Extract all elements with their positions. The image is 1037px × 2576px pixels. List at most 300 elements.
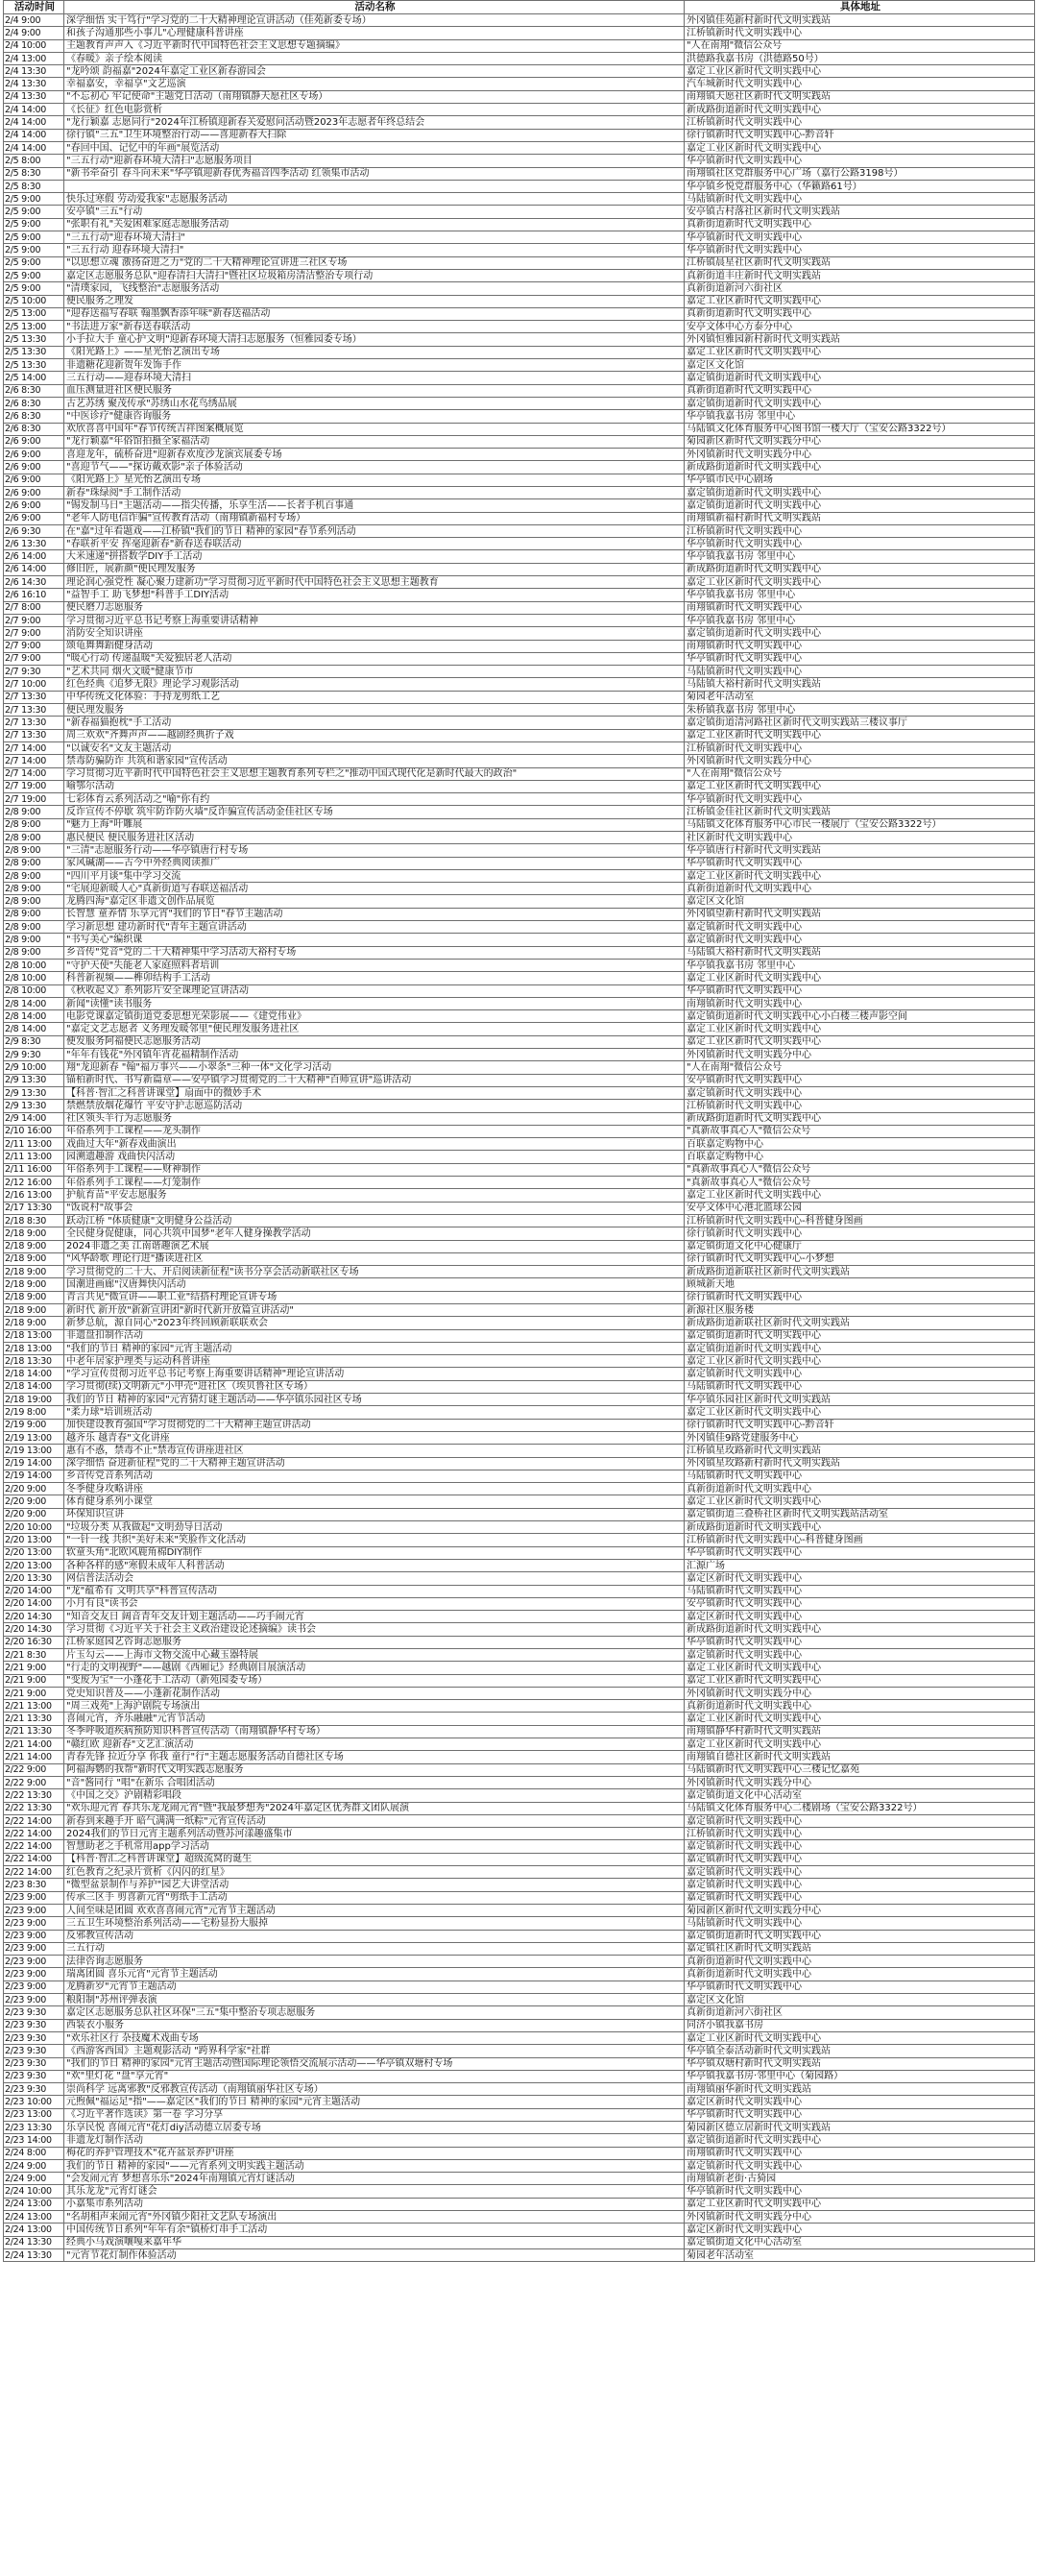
cell-activity-name: 【科普·智汇之科普讲课堂】扇面中的微妙手术	[64, 1086, 685, 1099]
cell-time: 2/8 9:00	[4, 921, 64, 934]
cell-time: 2/8 9:00	[4, 934, 64, 946]
table-row	[4, 499, 1035, 512]
cell-activity-name: "欢乐迎元宵 春共乐龙龙闹元宵"暨"我最梦想秀"2024年嘉定区优秀群文团队展演	[64, 1802, 685, 1814]
table-row	[4, 1942, 1035, 1955]
cell-time: 2/18 9:00	[4, 1291, 64, 1303]
cell-address: 南翔镇新时代文明实践中心	[685, 601, 1035, 614]
cell-time: 2/6 9:00	[4, 435, 64, 448]
table-row	[4, 321, 1035, 333]
cell-activity-name: 理论润心强党性 凝心聚力建新功"学习贯彻习近平新时代中国特色社会主义思想主题教育	[64, 576, 685, 589]
cell-address: 南翔镇社区党群服务中心广场（嘉行公路3198号）	[685, 167, 1035, 180]
cell-activity-name: 年俗系列手工课程——龙头制作	[64, 1125, 685, 1137]
cell-time: 2/6 9:30	[4, 524, 64, 537]
cell-time: 2/6 9:00	[4, 449, 64, 461]
cell-time: 2/22 13:30	[4, 1789, 64, 1802]
cell-activity-name: 新时代 新开放"新新宣讲团"新时代新开放篇宣讲活动"	[64, 1303, 685, 1316]
cell-address: 真新街道新时代文明实践中心	[685, 883, 1035, 895]
table-row	[4, 461, 1035, 474]
cell-time: 2/19 9:00	[4, 1419, 64, 1431]
cell-time: 2/7 14:00	[4, 755, 64, 767]
cell-address: 嘉定工业区新时代文明实践中心	[685, 65, 1035, 78]
cell-time: 2/8 10:00	[4, 984, 64, 997]
cell-activity-name: 中国传统节日系列"年年有余"镇桥灯串手工活动	[64, 2224, 685, 2236]
table-row	[4, 307, 1035, 320]
cell-address: 徐行镇新时代文明实践中心-黔音轩	[685, 129, 1035, 141]
cell-activity-name: 冬季呼吸道疾病预防知识科普宣传活动（南翔镇静华村专场）	[64, 1725, 685, 1738]
cell-address: 马陆镇新时代文明实践中心	[685, 1470, 1035, 1482]
cell-address: "真新故事真心人"微信公众号	[685, 1177, 1035, 1189]
cell-address: 嘉定镇新时代文明实践中心	[685, 921, 1035, 934]
cell-address: 顾城新天地	[685, 1278, 1035, 1291]
table-row	[4, 486, 1035, 498]
cell-activity-name: 人间至味是团圆 欢欢喜喜闹元宵"元宵节主题活动	[64, 1904, 685, 1916]
cell-address: 安亭文体中心港北篮球公园	[685, 1202, 1035, 1214]
cell-address: 华亭镇我嘉书房 邻里中心	[685, 550, 1035, 563]
cell-time: 2/7 13:30	[4, 729, 64, 741]
cell-time: 2/20 9:00	[4, 1508, 64, 1520]
cell-address: 马陆镇文化体育服务中心图书馆一楼大厅（宝安公路3322号）	[685, 423, 1035, 435]
table-row	[4, 576, 1035, 589]
cell-time: 2/5 13:30	[4, 333, 64, 346]
cell-time: 2/4 14:00	[4, 141, 64, 154]
cell-time: 2/18 9:00	[4, 1278, 64, 1291]
cell-address: 嘉定区文化馆	[685, 359, 1035, 372]
cell-time: 2/18 8:30	[4, 1214, 64, 1227]
table-row	[4, 1649, 1035, 1662]
cell-time: 2/7 9:00	[4, 614, 64, 626]
cell-address: 嘉定区新时代文明实践中心	[685, 2224, 1035, 2236]
cell-time: 2/22 13:30	[4, 1802, 64, 1814]
cell-time: 2/22 14:00	[4, 1853, 64, 1865]
table-row	[4, 1380, 1035, 1393]
cell-time: 2/23 13:30	[4, 2121, 64, 2133]
cell-address: 嘉定镇街道新时代文明实践中心	[685, 372, 1035, 384]
cell-activity-name: 护航育苗"平安志愿服务	[64, 1189, 685, 1202]
cell-activity-name: 家风碱湖——古今中外经典阅读推广	[64, 857, 685, 869]
table-row	[4, 2121, 1035, 2133]
cell-address: 嘉定镇社区新时代文明实践站	[685, 1942, 1035, 1955]
cell-activity-name: "音"酱同行 "唱"在新乐 合唱团活动	[64, 1776, 685, 1788]
table-row	[4, 972, 1035, 984]
cell-address: "人在南翔"微信公众号	[685, 1061, 1035, 1074]
cell-time: 2/9 10:00	[4, 1061, 64, 1074]
cell-address: 嘉定区新时代文明实践中心	[685, 2096, 1035, 2108]
cell-activity-name: 欢欣喜喜中国年"春节传统吉祥图案概展览	[64, 423, 685, 435]
cell-address: 马陆镇新时代文明实践中心三楼记忆嘉苑	[685, 1763, 1035, 1776]
cell-activity-name: "知音交友日 阔音青年交友计划主题活动——巧手闹元宵	[64, 1611, 685, 1623]
cell-time: 2/23 14:00	[4, 2134, 64, 2147]
table-row	[4, 1853, 1035, 1865]
table-row	[4, 1623, 1035, 1636]
table-row	[4, 474, 1035, 486]
table-row	[4, 1112, 1035, 1125]
cell-time: 2/21 9:00	[4, 1662, 64, 1674]
cell-time: 2/23 9:00	[4, 1917, 64, 1930]
cell-activity-name: 环保知识宣讲	[64, 1508, 685, 1520]
cell-time: 2/7 9:30	[4, 666, 64, 678]
table-row	[4, 934, 1035, 946]
cell-activity-name: "新春福猫抱枕"手工活动	[64, 717, 685, 729]
cell-activity-name: 便民磨刀志愿服务	[64, 601, 685, 614]
cell-time: 2/7 13:30	[4, 704, 64, 717]
cell-time: 2/20 16:30	[4, 1636, 64, 1648]
cell-time: 2/5 9:00	[4, 269, 64, 281]
cell-address: 嘉定镇街道新时代文明实践中心	[685, 486, 1035, 498]
cell-time: 2/8 14:00	[4, 997, 64, 1009]
cell-activity-name: 乐享民悦 喜闹元宵"花灯diy活动德立居委专场	[64, 2121, 685, 2133]
cell-time: 2/6 9:00	[4, 499, 64, 512]
table-row	[4, 14, 1035, 27]
cell-time: 2/19 14:00	[4, 1470, 64, 1482]
cell-activity-name: 江桥家庭园艺咨询志愿服务	[64, 1636, 685, 1648]
cell-time: 2/18 14:00	[4, 1380, 64, 1393]
cell-address: 嘉定镇街道文化中心活动室	[685, 1789, 1035, 1802]
cell-address: 华亭镇新时代文明实践中心	[685, 857, 1035, 869]
cell-activity-name: 便民理发服务	[64, 704, 685, 717]
cell-activity-name: 《习近平著作选读》第一卷 学习分享	[64, 2108, 685, 2121]
cell-activity-name: "清璞家园，飞线整治"志愿服务活动	[64, 282, 685, 295]
cell-address: 徐行镇新时代文明实践中心-黔音轩	[685, 1419, 1035, 1431]
cell-activity-name: "饭说村"故事会	[64, 1202, 685, 1214]
cell-address: 华亭镇乐园社区新时代文明实践站	[685, 1394, 1035, 1406]
cell-address: 新成路街道新联社区新时代文明实践站	[685, 1266, 1035, 1278]
cell-activity-name: 《中国之交》沪剧精彩唱段	[64, 1789, 685, 1802]
cell-activity-name: 在"嘉"过年看题戏——江桥镇"我们的节日 精神的家园"春节系列活动	[64, 524, 685, 537]
cell-address: 嘉定镇新时代文明实践中心	[685, 1368, 1035, 1380]
cell-activity-name: 体育健身系列小课堂	[64, 1495, 685, 1508]
cell-address: 真新街道丰庄新时代文明实践站	[685, 269, 1035, 281]
table-row	[4, 806, 1035, 818]
cell-activity-name: 全民健身促健康，同心共筑中国梦"老年人健身操教学活动	[64, 1227, 685, 1240]
cell-time: 2/6 9:00	[4, 474, 64, 486]
cell-address: 新成路街道新时代文明实践中心	[685, 1112, 1035, 1125]
cell-time: 2/5 8:30	[4, 180, 64, 192]
cell-address: 徐行镇新时代文明实践中心	[685, 1291, 1035, 1303]
cell-time: 2/6 8:30	[4, 423, 64, 435]
cell-time: 2/11 13:00	[4, 1151, 64, 1163]
cell-address: 马陆镇大裕村新时代文明实践站	[685, 946, 1035, 959]
cell-address: 华亭镇新时代文明实践中心	[685, 793, 1035, 806]
cell-address: 外冈镇佳9路党建服务中心	[685, 1431, 1035, 1444]
cell-time: 2/23 8:30	[4, 1879, 64, 1891]
cell-time: 2/10 16:00	[4, 1125, 64, 1137]
cell-address: 华亭镇新时代文明实践中心	[685, 1546, 1035, 1559]
table-row	[4, 269, 1035, 281]
cell-time: 2/8 9:00	[4, 832, 64, 844]
table-row	[4, 1687, 1035, 1699]
cell-activity-name: 禁毒防骗防诈 共筑和谐家园"宣传活动	[64, 755, 685, 767]
cell-address: 江桥镇晨星社区新时代文明实践站	[685, 256, 1035, 269]
cell-time: 2/7 13:30	[4, 717, 64, 729]
cell-address: 菊园老年活动室	[685, 691, 1035, 703]
table-row	[4, 1419, 1035, 1431]
cell-time: 2/24 10:00	[4, 2185, 64, 2198]
table-row	[4, 869, 1035, 882]
cell-address: 汇源广场	[685, 1559, 1035, 1571]
cell-time: 2/5 13:00	[4, 307, 64, 320]
cell-activity-name: 喻鄂尔活动	[64, 780, 685, 792]
cell-address: 菊园老年活动室	[685, 2248, 1035, 2261]
cell-address: 嘉定工业区新时代文明实践中心	[685, 1495, 1035, 1508]
cell-address: 朱桥镇我嘉书房 邻里中心	[685, 704, 1035, 717]
cell-time: 2/4 9:00	[4, 14, 64, 27]
cell-activity-name: 惠有不惑，禁毒不止"禁毒宣传讲座进社区	[64, 1445, 685, 1457]
cell-address: 马陆镇大裕村新时代文明实践站	[685, 678, 1035, 691]
cell-activity-name: "龙行颖嘉 志愿同行"2024年江桥镇迎新春关爱慰问活动暨2023年志愿者年终总结会	[64, 116, 685, 129]
cell-time: 2/21 9:00	[4, 1674, 64, 1687]
table-row	[4, 1904, 1035, 1916]
cell-address: 嘉定工业区新时代文明实践中心	[685, 141, 1035, 154]
table-row	[4, 2031, 1035, 2044]
table-row	[4, 423, 1035, 435]
table-row	[4, 206, 1035, 218]
cell-time: 2/24 13:00	[4, 2198, 64, 2210]
table-row	[4, 1074, 1035, 1086]
table-row	[4, 359, 1035, 372]
cell-address: 马陆镇新时代文明实践中心	[685, 1585, 1035, 1597]
cell-activity-name: 小嘉集市系列活动	[64, 2198, 685, 2210]
table-row	[4, 1483, 1035, 1495]
cell-time: 2/9 13:30	[4, 1074, 64, 1086]
table-row	[4, 2211, 1035, 2224]
cell-address: 新成路街道新时代文明实践中心	[685, 461, 1035, 474]
cell-activity-name: 消防安全知识讲座	[64, 627, 685, 640]
cell-address: 同济小镇我嘉书房	[685, 2019, 1035, 2031]
table-row	[4, 167, 1035, 180]
cell-activity-name: 《阳光路上》星光怡艺演出专场	[64, 474, 685, 486]
table-row	[4, 1891, 1035, 1904]
cell-time: 2/20 9:00	[4, 1483, 64, 1495]
table-row	[4, 2159, 1035, 2172]
cell-address: 嘉定镇街道新时代文明实践中心	[685, 1342, 1035, 1354]
cell-time: 2/22 14:00	[4, 1840, 64, 1853]
cell-address: 嘉定工业区新时代文明实践中心	[685, 1662, 1035, 1674]
cell-address: 华亭镇我嘉书房 邻里中心	[685, 410, 1035, 423]
cell-time: 2/7 8:00	[4, 601, 64, 614]
cell-address: 马陆镇新时代文明实践中心	[685, 666, 1035, 678]
cell-time: 2/6 8:30	[4, 397, 64, 409]
cell-address: 嘉定镇新时代文明实践中心	[685, 1879, 1035, 1891]
cell-address: 江桥镇新时代文明实践中心	[685, 27, 1035, 39]
cell-activity-name: 科普新视频——榫卯结构手工活动	[64, 972, 685, 984]
cell-activity-name: 翔"龙迎新春 "翰"福万事兴——小翠条"三种一体"文化学习活动	[64, 1061, 685, 1074]
cell-address: 马陆镇文化体育服务中心二楼剧场（宝安公路3322号）	[685, 1802, 1035, 1814]
table-row	[4, 1100, 1035, 1112]
cell-activity-name: 《秋收起义》系列影片安全课理论宣讲活动	[64, 984, 685, 997]
cell-activity-name: 反邪教宣传活动	[64, 1930, 685, 1942]
cell-activity-name: "春回中国、记忆中的年画"展览活动	[64, 141, 685, 154]
cell-activity-name: 新闻"读懂"读书服务	[64, 997, 685, 1009]
table-row	[4, 1355, 1035, 1368]
table-row	[4, 2198, 1035, 2210]
activity-table	[3, 0, 1035, 2262]
cell-time: 2/18 19:00	[4, 1394, 64, 1406]
cell-activity-name: 七彩体育云系列活动之"喻"你有约	[64, 793, 685, 806]
cell-activity-name: 新春到来趣手开 暗气满满一纸粽"元宵宣传活动	[64, 1814, 685, 1827]
cell-activity-name: 便民服务之理发	[64, 295, 685, 307]
cell-address: 马陆镇文化体育服务中心市民一楼展厅（宝安公路3322号）	[685, 818, 1035, 831]
cell-time: 2/18 14:00	[4, 1368, 64, 1380]
cell-address: 新成路街道新时代文明实践中心	[685, 563, 1035, 575]
cell-address: 真新街道新时代文明实践中心	[685, 384, 1035, 397]
table-row	[4, 946, 1035, 959]
cell-time: 2/8 9:00	[4, 908, 64, 920]
table-row	[4, 1495, 1035, 1508]
cell-address: 华亭镇新时代文明实践中心	[685, 244, 1035, 256]
cell-time: 2/18 13:00	[4, 1329, 64, 1342]
cell-time: 2/8 9:00	[4, 946, 64, 959]
cell-time: 2/7 9:00	[4, 652, 64, 665]
cell-address: 外冈镇新时代文明实践分中心	[685, 449, 1035, 461]
cell-address: 嘉定镇街道新时代文明实践中心	[685, 2134, 1035, 2147]
cell-activity-name: "喜迎节气——"探访戴欢影"亲子体验活动	[64, 461, 685, 474]
cell-activity-name: 徐行镇"三五"卫生环境整治行动——喜迎新春大扫除	[64, 129, 685, 141]
cell-time: 2/8 9:00	[4, 869, 64, 882]
cell-address: 嘉定工业区新时代文明实践中心	[685, 1355, 1035, 1368]
cell-activity-name: 《春暖》亲子绘本阅读	[64, 52, 685, 64]
cell-time: 2/23 9:30	[4, 2057, 64, 2070]
cell-address: 安亭镇古村落社区新时代文明实践站	[685, 206, 1035, 218]
table-row	[4, 1023, 1035, 1035]
cell-address: 嘉定工业区新时代文明实践中心	[685, 1035, 1035, 1048]
cell-address: 徐行镇新时代文明实践中心	[685, 1227, 1035, 1240]
cell-address: 外冈镇恒雅园新村新时代文明实践站	[685, 333, 1035, 346]
table-row	[4, 39, 1035, 52]
cell-activity-name: 幸福嘉安，幸福享"文艺巡演	[64, 78, 685, 90]
cell-time: 2/18 13:30	[4, 1355, 64, 1368]
cell-activity-name: 非遗龙灯制作活动	[64, 2134, 685, 2147]
table-row	[4, 2134, 1035, 2147]
cell-address: 江桥镇新时代文明实践中心-科普健身图画	[685, 1534, 1035, 1546]
cell-time: 2/17 13:30	[4, 1202, 64, 1214]
cell-address: 新成路街道新联社区新时代文明实践站	[685, 1317, 1035, 1329]
cell-address: 南翔镇丽华新时代文明实践站	[685, 2083, 1035, 2096]
cell-address: "真新故事真心人"微信公众号	[685, 1125, 1035, 1137]
cell-address: 新成路街道新时代文明实践中心	[685, 104, 1035, 116]
cell-activity-name: 青春先锋 拉近分享 你我 童行"行"主题志愿服务活动自德社区专场	[64, 1751, 685, 1763]
cell-time: 2/6 14:00	[4, 550, 64, 563]
cell-activity-name: 崇尚科学 远离邪教"反邪教宣传活动（南翔镇丽华社区专场）	[64, 2083, 685, 2096]
cell-time: 2/19 13:00	[4, 1445, 64, 1457]
table-row	[4, 384, 1035, 397]
cell-address: 嘉定工业区新时代文明实践中心	[685, 2031, 1035, 2044]
cell-activity-name: 网信普法活动会	[64, 1572, 685, 1585]
cell-address: 华亭镇乡悦党群服务中心（华籁路61号）	[685, 180, 1035, 192]
cell-activity-name: 片玉勾云——上海市文物交流中心藏玉器特展	[64, 1649, 685, 1662]
table-row	[4, 832, 1035, 844]
cell-address: 嘉定工业区新时代文明实践中心	[685, 295, 1035, 307]
table-row	[4, 2185, 1035, 2198]
cell-activity-name: 学习贯彻党的二十大、开启阅读新征程"读书分享会活动新联社区专场	[64, 1266, 685, 1278]
table-row	[4, 1035, 1035, 1048]
table-row	[4, 755, 1035, 767]
cell-address: 安亭文体中心方泰分中心	[685, 321, 1035, 333]
cell-time: 2/6 8:30	[4, 384, 64, 397]
cell-time: 2/5 8:30	[4, 167, 64, 180]
cell-activity-name: 园溯遗趣游 戏曲快闪活动	[64, 1151, 685, 1163]
cell-activity-name: "行走的文明视野"——越剧《西厢记》经典剧目展演活动	[64, 1662, 685, 1674]
cell-time: 2/18 9:00	[4, 1266, 64, 1278]
cell-address: 嘉定镇新时代文明实践中心	[685, 1086, 1035, 1099]
cell-time: 2/5 10:00	[4, 295, 64, 307]
cell-activity-name: 2024非遗之美 江南谐趣演艺术展	[64, 1240, 685, 1252]
table-row	[4, 2248, 1035, 2261]
cell-address: 嘉定镇街道新时代文明实践中心	[685, 1329, 1035, 1342]
cell-address: 江桥镇星玫路新时代文明实践站	[685, 1445, 1035, 1457]
table-row	[4, 767, 1035, 780]
cell-address: 社区新时代文明实践中心	[685, 832, 1035, 844]
cell-time: 2/8 14:00	[4, 1023, 64, 1035]
cell-activity-name: "守护天使"失能老人家庭照料者培训	[64, 959, 685, 971]
cell-activity-name: 安亭镇"三五"行动	[64, 206, 685, 218]
table-row	[4, 1738, 1035, 1751]
table-row	[4, 218, 1035, 231]
cell-time: 2/8 14:00	[4, 1010, 64, 1023]
table-row	[4, 1559, 1035, 1571]
table-row	[4, 1202, 1035, 1214]
table-row	[4, 1470, 1035, 1482]
cell-time: 2/24 13:30	[4, 2248, 64, 2261]
cell-address: 嘉定镇街道新时代文明实践中心	[685, 627, 1035, 640]
cell-time: 2/5 9:00	[4, 256, 64, 269]
cell-activity-name: "变废为宝"一小蓬花手工活动（新苑园委专场）	[64, 1674, 685, 1687]
cell-time: 2/11 13:00	[4, 1138, 64, 1151]
cell-address: 百联嘉定购物中心	[685, 1138, 1035, 1151]
cell-time: 2/11 16:00	[4, 1163, 64, 1176]
cell-time: 2/5 8:00	[4, 155, 64, 167]
table-row	[4, 741, 1035, 754]
cell-address: 南翔镇静华村新时代文明实践站	[685, 1725, 1035, 1738]
cell-address: 嘉定镇新时代文明实践中心	[685, 1840, 1035, 1853]
cell-address: 外冈镇新时代文明实践分中心	[685, 2211, 1035, 2224]
cell-time: 2/8 9:00	[4, 844, 64, 857]
table-row	[4, 1317, 1035, 1329]
cell-time: 2/22 14:00	[4, 1828, 64, 1840]
cell-time: 2/23 9:00	[4, 1956, 64, 1968]
table-row	[4, 1227, 1035, 1240]
cell-address: "人在南翔"微信公众号	[685, 767, 1035, 780]
cell-address: 南翔镇新时代文明实践中心	[685, 640, 1035, 652]
cell-time: 2/7 10:00	[4, 678, 64, 691]
cell-activity-name: 粮阳制"苏州评弹表演	[64, 1994, 685, 2006]
cell-activity-name: 《长征》红色电影赏析	[64, 104, 685, 116]
cell-activity-name: 锚柏新时代、书写新篇章——安亭镇学习贯彻党的二十大精神"百师宣讲"巡讲活动	[64, 1074, 685, 1086]
cell-activity-name: "以诚安名"文友主题活动	[64, 741, 685, 754]
table-row	[4, 921, 1035, 934]
cell-activity-name: 我们的节日 精神的家园"元宵猜灯谜主题活动——华亭镇乐园社区专场	[64, 1394, 685, 1406]
cell-address: 南翔镇新时代文明实践中心	[685, 2147, 1035, 2159]
cell-address: 嘉定镇新时代文明实践中心	[685, 1649, 1035, 1662]
cell-address: 马陆镇新时代文明实践中心	[685, 1380, 1035, 1393]
cell-time: 2/19 8:00	[4, 1406, 64, 1419]
cell-time: 2/4 9:00	[4, 27, 64, 39]
cell-activity-name: 越齐乐 越青春"文化讲座	[64, 1431, 685, 1444]
cell-time: 2/21 13:30	[4, 1713, 64, 1725]
table-row	[4, 1138, 1035, 1151]
cell-address: 嘉定镇街道新时代文明实践中心	[685, 397, 1035, 409]
cell-address: 江桥镇新时代文明实践中心	[685, 1100, 1035, 1112]
cell-time: 2/9 13:30	[4, 1086, 64, 1099]
cell-activity-name: "三五行动"迎新春环境大清扫"志愿服务项目	[64, 155, 685, 167]
cell-activity-name: 三五行动	[64, 1942, 685, 1955]
cell-activity-name: 跃动江桥 "体质健康"文明健身公益活动	[64, 1214, 685, 1227]
cell-activity-name: 智慧助老之手机常用app学习活动	[64, 1840, 685, 1853]
cell-address: 外冈镇新时代文明实践分中心	[685, 1687, 1035, 1699]
cell-time: 2/18 9:00	[4, 1317, 64, 1329]
table-row	[4, 2096, 1035, 2108]
cell-address: 嘉定区新时代文明实践中心	[685, 1611, 1035, 1623]
table-row	[4, 449, 1035, 461]
